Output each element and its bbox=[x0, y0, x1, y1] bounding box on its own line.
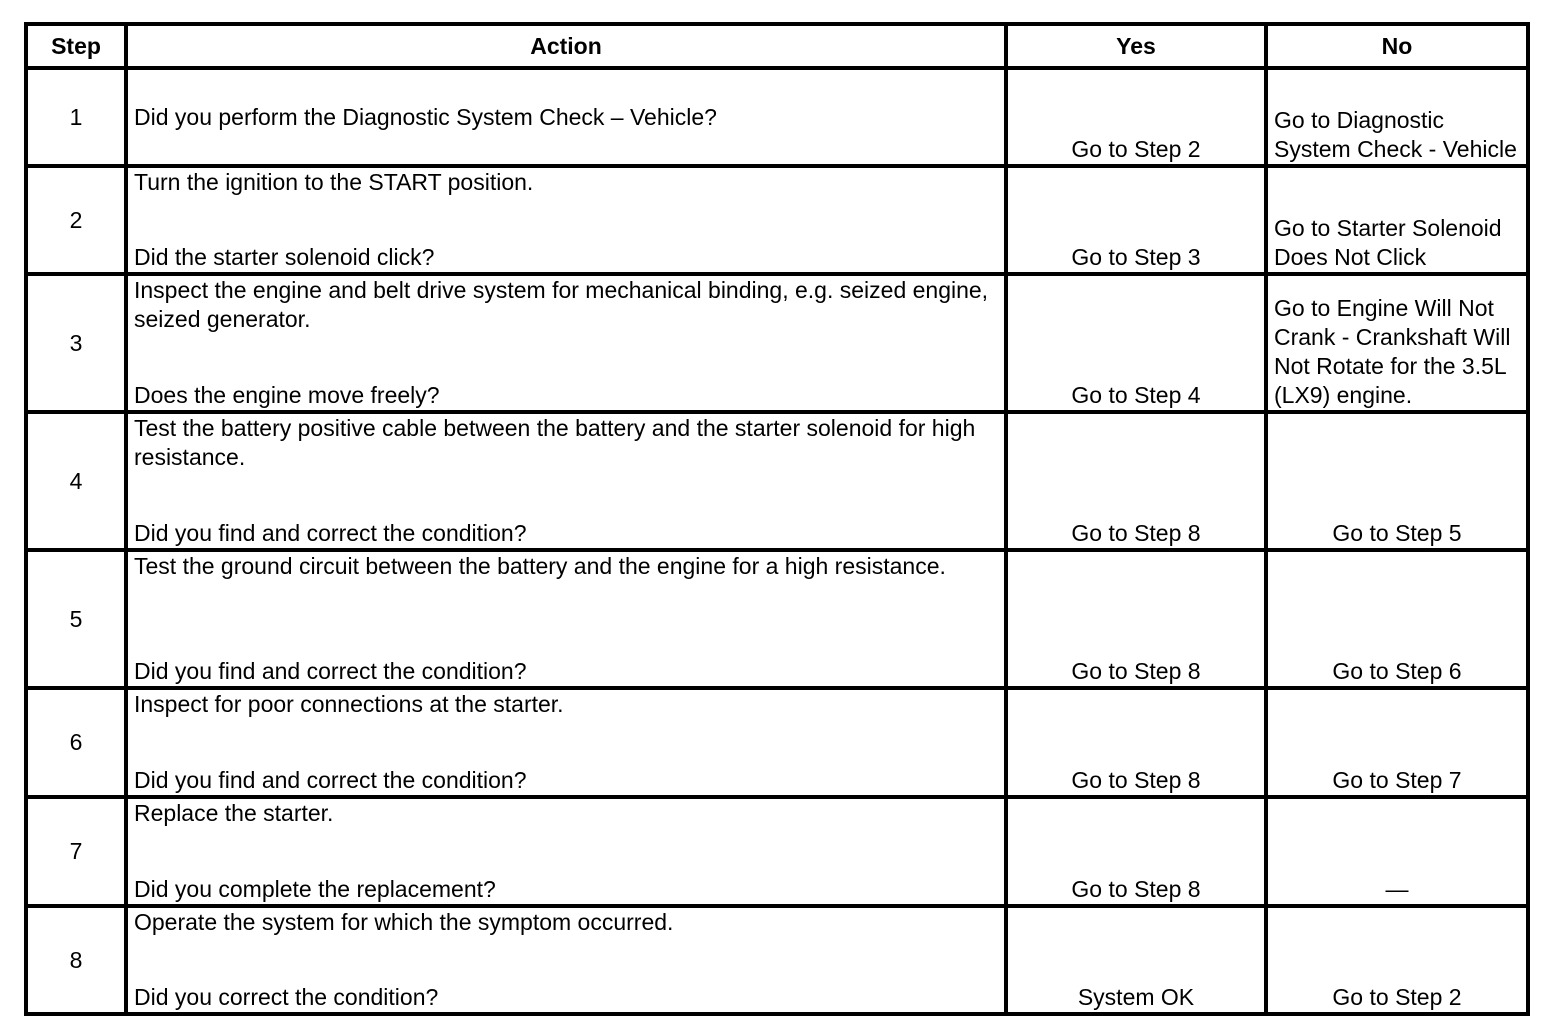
action-instruction: Inspect for poor connections at the starter. bbox=[134, 691, 564, 717]
no-cell: Go to Engine Will Not Crank - Crankshaft Will Not Rotate for the 3.5L (LX9) engine. bbox=[1266, 274, 1528, 412]
action-cell bbox=[126, 166, 1006, 274]
table-row bbox=[26, 412, 1528, 550]
header-row bbox=[26, 24, 1528, 68]
step-number: 6 bbox=[26, 688, 126, 797]
action-cell bbox=[126, 550, 1006, 688]
step-number: 8 bbox=[26, 906, 126, 1014]
no-cell: Go to Step 7 bbox=[1266, 688, 1528, 797]
action-cell bbox=[126, 274, 1006, 412]
action-cell bbox=[126, 688, 1006, 797]
action-question: Did you correct the condition? bbox=[134, 984, 439, 1010]
action-instruction: Test the battery positive cable between the battery and the starter solenoid for high resistance. bbox=[134, 415, 976, 470]
no-cell: Go to Step 6 bbox=[1266, 550, 1528, 688]
header-action: Action bbox=[126, 24, 1006, 68]
no-cell: Go to Diagnostic System Check - Vehicle bbox=[1266, 68, 1528, 166]
action-question: Did the starter solenoid click? bbox=[134, 244, 435, 270]
action-question: Did you find and correct the condition? bbox=[134, 520, 527, 546]
table-row bbox=[26, 68, 1528, 166]
action-instruction: Replace the starter. bbox=[134, 800, 334, 826]
action-instruction: Operate the system for which the symptom occurred. bbox=[134, 909, 674, 935]
action-question: Did you perform the Diagnostic System Check – Vehicle? bbox=[134, 103, 717, 130]
yes-cell: System OK bbox=[1006, 906, 1266, 1014]
step-number: 4 bbox=[26, 412, 126, 550]
action-question: Did you find and correct the condition? bbox=[134, 658, 527, 684]
yes-cell: Go to Step 8 bbox=[1006, 797, 1266, 906]
no-cell: Go to Step 5 bbox=[1266, 412, 1528, 550]
table-row bbox=[26, 166, 1528, 274]
no-cell: — bbox=[1266, 797, 1528, 906]
header-no: No bbox=[1266, 24, 1528, 68]
yes-cell: Go to Step 8 bbox=[1006, 412, 1266, 550]
table-row bbox=[26, 274, 1528, 412]
table-row bbox=[26, 688, 1528, 797]
table-row bbox=[26, 797, 1528, 906]
yes-cell: Go to Step 2 bbox=[1006, 68, 1266, 166]
action-cell bbox=[126, 412, 1006, 550]
action-cell bbox=[126, 797, 1006, 906]
table-row bbox=[26, 550, 1528, 688]
no-cell: Go to Step 2 bbox=[1266, 906, 1528, 1014]
action-instruction: Inspect the engine and belt drive system for mechanical binding, e.g. seized engine, seized generator. bbox=[134, 277, 989, 332]
action-cell bbox=[126, 68, 1006, 166]
action-instruction: Turn the ignition to the START position. bbox=[134, 169, 534, 195]
action-question: Did you complete the replacement? bbox=[134, 876, 496, 902]
action-cell bbox=[126, 906, 1006, 1014]
yes-cell: Go to Step 3 bbox=[1006, 166, 1266, 274]
step-number: 1 bbox=[26, 68, 126, 166]
yes-cell: Go to Step 4 bbox=[1006, 274, 1266, 412]
action-instruction: Test the ground circuit between the battery and the engine for a high resistance. bbox=[134, 553, 946, 579]
no-cell: Go to Starter Solenoid Does Not Click bbox=[1266, 166, 1528, 274]
yes-cell: Go to Step 8 bbox=[1006, 550, 1266, 688]
yes-cell: Go to Step 8 bbox=[1006, 688, 1266, 797]
step-number: 3 bbox=[26, 274, 126, 412]
table-row bbox=[26, 906, 1528, 1014]
step-number: 7 bbox=[26, 797, 126, 906]
action-question: Does the engine move freely? bbox=[134, 382, 440, 408]
action-question: Did you find and correct the condition? bbox=[134, 767, 527, 793]
header-yes: Yes bbox=[1006, 24, 1266, 68]
header-step: Step bbox=[26, 24, 126, 68]
diagnostic-table bbox=[24, 22, 1530, 1016]
step-number: 5 bbox=[26, 550, 126, 688]
step-number: 2 bbox=[26, 166, 126, 274]
